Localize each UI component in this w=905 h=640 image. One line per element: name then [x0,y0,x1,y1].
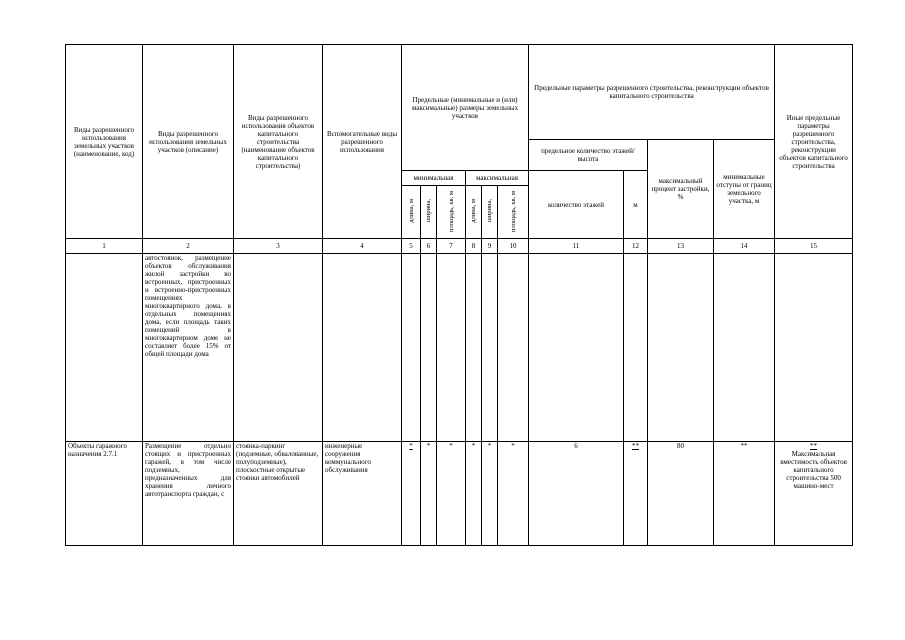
col-number: 11 [529,239,624,254]
cell-max-area: * [498,442,529,546]
header-row-1 [66,45,853,140]
cell-min-offsets: ** [714,442,775,546]
cell-garage-objects: стоянка-паркинг (подземные, обвалованные, полуподземные), плоскостные открытые стоянки автомобилей [234,442,323,546]
header-land-plot-size-limits: Предельные (минимальные и (или) максимальные) размеры земельных участков [402,45,529,171]
col-number: 6 [421,239,437,254]
col-number: 12 [624,239,648,254]
col-number: 14 [714,239,775,254]
header-min-width: ширина, [421,186,437,239]
cell-empty [402,254,421,442]
cell-garage-use-name: Объекты гаражного назначения 2.7.1 [66,442,143,546]
cell-max-length: * [466,442,482,546]
header-min-area: площадь, кв. м [437,186,466,239]
cell-empty [234,254,323,442]
cell-max-build-percent: 80 [648,442,714,546]
header-auxiliary-use: Вспомогательные виды разрешенного использования [323,45,402,239]
cell-empty [323,254,402,442]
header-land-use-description: Виды разрешенного использования земельных участков (описание) [143,45,234,239]
cell-empty [529,254,624,442]
cell-empty [482,254,498,442]
col-number: 10 [498,239,529,254]
zoning-regulations-page [65,44,852,547]
header-min-length: длина, м [402,186,421,239]
header-max-length: длина, м [466,186,482,239]
cell-min-length: * [402,442,421,546]
col-number: 15 [775,239,853,254]
header-min-offsets: минимальные отступы от границ земельного участка, м [714,140,775,239]
header-max-area: площадь, кв. м [498,186,529,239]
cell-other-parameters [775,442,853,546]
header-construction-parameters: Предельные параметры разрешенного строительства, реконструкции объектов капитального строительства [529,45,775,140]
cell-empty [466,254,482,442]
header-minimum: минимальная [402,171,466,186]
header-other-parameters: Иные предельные параметры разрешенного строительства, реконструкции объектов капитального строительства [775,45,853,239]
max-capacity-text: Максимальная вместимость объектов капитального строительства 500 машино-мест [780,450,847,490]
header-maximum: максимальная [466,171,529,186]
cell-min-width: * [421,442,437,546]
header-floors-height: предельное количество этажей/высота [529,140,648,171]
column-number-row [66,239,853,254]
header-max-build-percent: максимальный процент застройки, % [648,140,714,239]
cell-empty [421,254,437,442]
cell-empty [775,254,853,442]
col-number: 2 [143,239,234,254]
cell-garage-description: Размещение отдельно стоящих и пристроенных гаражей, в том числе подземных, предназначенных для хранения личного автотранспорта граждан, с [143,442,234,546]
cell-garage-auxiliary: инженерные сооружения коммунального обслуживания [323,442,402,546]
cell-empty [498,254,529,442]
cell-empty [648,254,714,442]
header-land-use-types: Виды разрешенного использования земельных участков (наименование, код) [66,45,143,239]
col-number: 13 [648,239,714,254]
col-number: 8 [466,239,482,254]
col-number: 9 [482,239,498,254]
col-number: 1 [66,239,143,254]
col-number: 7 [437,239,466,254]
header-max-width: ширина, [482,186,498,239]
cell-height: ** [624,442,648,546]
cell-empty [624,254,648,442]
cell-empty [66,254,143,442]
col-number: 3 [234,239,323,254]
cell-max-width: * [482,442,498,546]
cell-empty [714,254,775,442]
header-meters: м [624,171,648,239]
footnote-mark: ** [810,442,818,450]
cell-description-continued: автостоянок, размещение объектов обслуживания жилой застройки во встроенных, пристроенных и встроенно-пристроенных помещениях многоквартирного дома, в отдельных помещениях дома, если площадь таких помещений в многоквартирном доме не составляет более 15% от общей площади дома [143,254,234,442]
col-number: 4 [323,239,402,254]
header-floor-count: количество этажей [529,171,624,239]
cell-empty [437,254,466,442]
table-row [66,442,853,546]
cell-min-area: * [437,442,466,546]
table-row [66,254,853,442]
cell-floor-count: 6 [529,442,624,546]
col-number: 5 [402,239,421,254]
land-use-parameters-table [65,44,853,546]
header-capital-construction-use: Виды разрешенного использования объектов капитального строительства (наименование объектов капитального строительства) [234,45,323,239]
